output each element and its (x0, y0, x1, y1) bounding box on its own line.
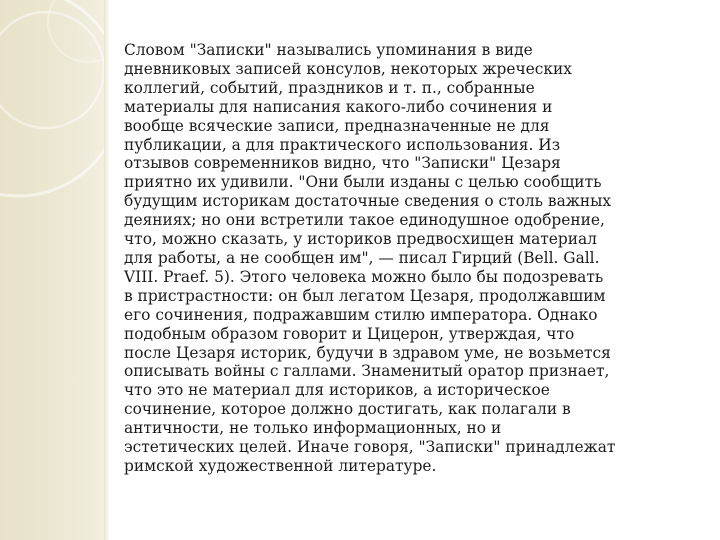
side-panel-edge (104, 0, 110, 540)
body-text: Словом "Записки" назывались упоминания в виде дневниковых записей консулов, некоторых жреческих коллегий, событий, праздников и т. п., собранные материалы для написания какого-либо сочинения и вообще всяческие записи, предназначенные не для публикации, а для практического использования. Из отзывов современников видно, что "Записки" Цезаря приятно их удивили. "Они были изданы с целью сообщить будущим историкам достаточные сведения о столь важных деяниях; но они встретили такое единодушное одобрение, что, можно сказать, у историков предвосхищен материал для работы, а не сообщен им", — писал Гирций (Bell. Gall. VIII. Praef. 5). Этого человека можно было бы подозревать в пристрастности: он был легатом Цезаря, продолжавшим его сочинения, подражавшим стилю императора. Однако подобным образом говорит и Цицерон, утверждая, что после Цезаря историк, будучи в здравом уме, не возьмется описывать войны с галлами. Знаменитый оратор признает, что это не материал для историков, а историческое сочинение, которое должно достигать, как полагали в античности, не только информационных, но и эстетических целей. Иначе говоря, "Записки" принадлежат римской художественной литературе. (124, 41, 616, 475)
decorative-ring-medium (0, 12, 104, 128)
decorative-side-panel (0, 0, 104, 540)
content-area (124, 41, 672, 476)
decorative-ring-small (48, 0, 104, 62)
decorative-rings (0, 0, 104, 540)
